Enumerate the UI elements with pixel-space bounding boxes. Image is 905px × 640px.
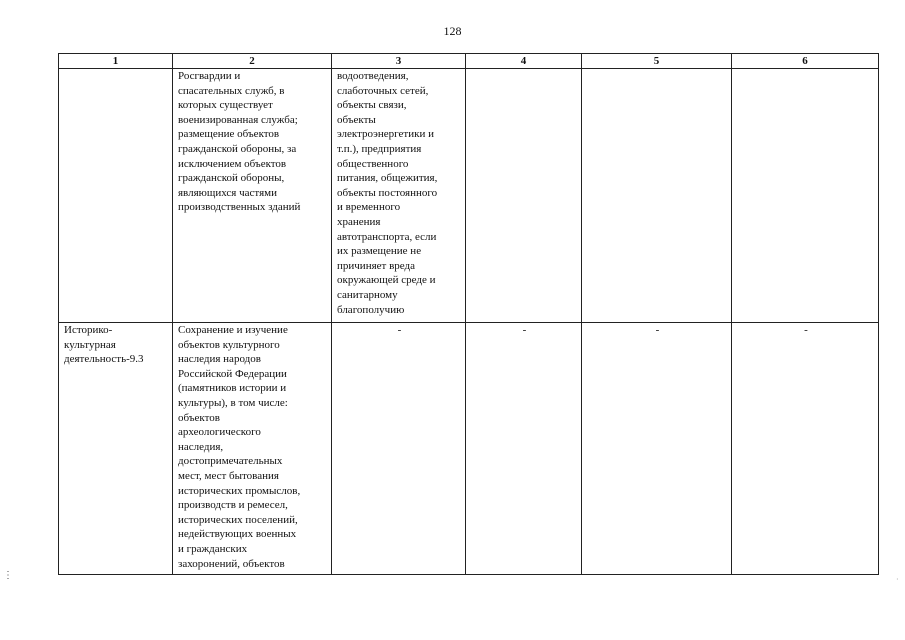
table-cell: Историко- культурная деятельность-9.3 bbox=[59, 323, 173, 575]
column-header-4: 4 bbox=[466, 54, 582, 69]
table-row bbox=[59, 69, 879, 323]
margin-mark-right: · bbox=[896, 575, 899, 584]
page-number: 128 bbox=[443, 24, 462, 38]
table-cell: Росгвардии и спасательных служб, в которых существует военизированная служба; размещение объектов гражданской обороны, за исключением объектов гражданской обороны, являющихся частями производственных зданий bbox=[173, 69, 332, 323]
table-cell: - bbox=[332, 323, 466, 575]
column-header-1: 1 bbox=[59, 54, 173, 69]
table-cell: - bbox=[466, 323, 582, 575]
column-header-5: 5 bbox=[582, 54, 732, 69]
column-header-3: 3 bbox=[332, 54, 466, 69]
column-header-2: 2 bbox=[173, 54, 332, 69]
table-row bbox=[59, 323, 879, 575]
table-cell bbox=[582, 69, 732, 323]
table-cell: Сохранение и изучение объектов культурного наследия народов Российской Федерации (памятников истории и культуры), в том числе: объектов археологического наследия, достопримечательных мест, мест бытования исторических промыслов, производств и ремесел, исторических поселений, недействующих военных и гражданских захоронений, объектов bbox=[173, 323, 332, 575]
table-cell bbox=[466, 69, 582, 323]
table-cell bbox=[732, 69, 879, 323]
table-cell: - bbox=[732, 323, 879, 575]
table-cell: водоотведения, слаботочных сетей, объекты связи, объекты электроэнергетики и т.п.), предприятия общественного питания, общежития, объекты постоянного и временного хранения автотранспорта, если их размещение не причиняет вреда окружающей среде и санитарному благополучию bbox=[332, 69, 466, 323]
table-cell bbox=[59, 69, 173, 323]
document-table bbox=[58, 53, 879, 575]
table-cell: - bbox=[582, 323, 732, 575]
table-header-row bbox=[59, 54, 879, 69]
margin-mark: ⋮ bbox=[3, 570, 13, 581]
column-header-6: 6 bbox=[732, 54, 879, 69]
